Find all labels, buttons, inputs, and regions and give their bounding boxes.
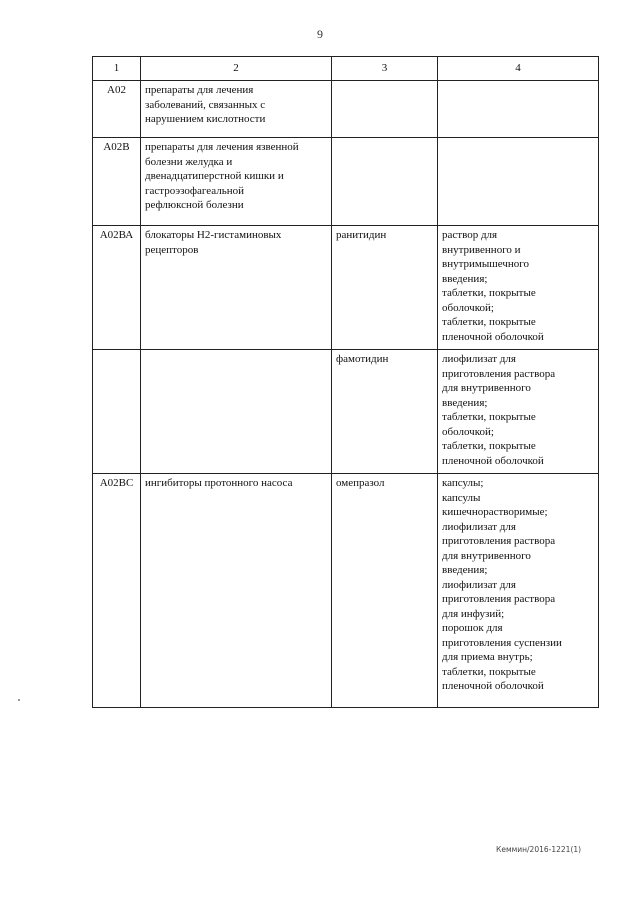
dosage-form-line: оболочкой; xyxy=(442,425,494,438)
group-name-line: блокаторы Н2-гистаминовых xyxy=(145,229,282,241)
dosage-form-line: приготовления раствора xyxy=(442,535,556,547)
dosage-form-line: приготовления раствора xyxy=(442,367,556,380)
dosage-form-line: пленочной оболочкой xyxy=(442,330,544,343)
dosage-form-line: для инфузий; xyxy=(442,607,505,620)
group-name-line: рецепторов xyxy=(145,243,199,256)
dosage-form-line: капсулы; xyxy=(442,477,484,489)
table-row xyxy=(93,226,599,350)
atc-code-cell: А02ВА xyxy=(93,226,141,350)
dosage-form-line: лиофилизат для xyxy=(442,578,516,591)
table-header-row xyxy=(93,57,599,81)
group-name-line: препараты для лечения xyxy=(145,84,254,96)
dosage-form-line: оболочкой; xyxy=(442,301,494,314)
column-header: 3 xyxy=(332,57,438,81)
dosage-form-line: пленочной оболочкой xyxy=(442,680,544,692)
dosage-form-line: таблетки, покрытые xyxy=(442,440,536,452)
atc-code-cell: А02ВС xyxy=(93,474,141,708)
dosage-form-line: внутривенного и xyxy=(442,243,521,256)
group-name-line: заболеваний, связанных с xyxy=(145,98,266,111)
dosage-forms-cell xyxy=(438,350,599,474)
dosage-form-line: для внутривенного xyxy=(442,382,531,394)
drug-name-cell: омепразол xyxy=(332,474,438,708)
group-name-cell xyxy=(141,138,332,226)
table-row xyxy=(93,138,599,226)
dosage-form-line: лиофилизат для xyxy=(442,520,516,533)
dosage-form-line: внутримышечного xyxy=(442,258,529,270)
table-body xyxy=(93,81,599,708)
document-footer: Кеммин/2016-1221(1) xyxy=(496,845,582,854)
dosage-form-line: для приема внутрь; xyxy=(442,651,533,663)
group-name-cell xyxy=(141,474,332,708)
dosage-form-line: таблетки, покрытые xyxy=(442,316,536,328)
dosage-form-line: таблетки, покрытые xyxy=(442,411,536,423)
dosage-form-line: пленочной оболочкой xyxy=(442,454,544,467)
table-row xyxy=(93,474,599,708)
dosage-form-line: введения; xyxy=(442,396,488,409)
scan-speck xyxy=(18,699,20,701)
table-row xyxy=(93,81,599,138)
drug-name-cell: фамотидин xyxy=(332,350,438,474)
group-name-cell xyxy=(141,226,332,350)
drug-name-cell xyxy=(332,138,438,226)
group-name-cell xyxy=(141,350,332,474)
column-header: 1 xyxy=(93,57,141,81)
group-name-line: болезни желудка и xyxy=(145,155,233,168)
dosage-forms-cell xyxy=(438,226,599,350)
dosage-form-line: лиофилизат для xyxy=(442,353,516,365)
drug-name-cell: ранитидин xyxy=(332,226,438,350)
dosage-form-line: кишечнорастворимые; xyxy=(442,506,548,518)
dosage-form-line: раствор для xyxy=(442,229,498,241)
drug-table xyxy=(92,56,599,708)
dosage-form-line: таблетки, покрытые xyxy=(442,287,536,299)
atc-code-cell xyxy=(93,350,141,474)
dosage-form-line: введения; xyxy=(442,272,488,285)
page-number: 9 xyxy=(317,27,323,41)
dosage-form-line: введения; xyxy=(442,564,488,576)
group-name-line: ингибиторы протонного насоса xyxy=(145,477,293,489)
dosage-form-line: капсулы xyxy=(442,491,481,504)
dosage-forms-cell xyxy=(438,474,599,708)
dosage-form-line: таблетки, покрытые xyxy=(442,665,536,678)
atc-code-cell: А02В xyxy=(93,138,141,226)
dosage-form-line: порошок для xyxy=(442,622,503,634)
dosage-form-line: приготовления суспензии xyxy=(442,636,562,649)
drug-name-cell xyxy=(332,81,438,138)
group-name-cell xyxy=(141,81,332,138)
column-header: 4 xyxy=(438,57,599,81)
atc-code-cell: А02 xyxy=(93,81,141,138)
dosage-forms-cell xyxy=(438,81,599,138)
table-row xyxy=(93,350,599,474)
dosage-form-line: приготовления раствора xyxy=(442,593,556,605)
column-header: 2 xyxy=(141,57,332,81)
group-name-line: рефлюксной болезни xyxy=(145,199,244,211)
dosage-forms-cell xyxy=(438,138,599,226)
group-name-line: нарушением кислотности xyxy=(145,113,266,125)
group-name-line: препараты для лечения язвенной xyxy=(145,141,299,153)
group-name-line: гастроэзофагеальной xyxy=(145,184,245,197)
dosage-form-line: для внутривенного xyxy=(442,549,531,562)
group-name-line: двенадцатиперстной кишки и xyxy=(145,170,284,182)
